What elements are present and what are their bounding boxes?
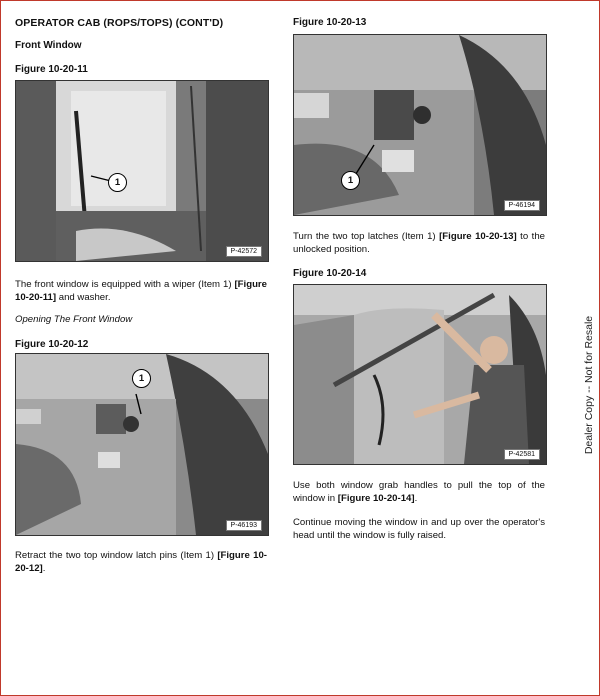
sidebar-text: Dealer Copy -- Not for Resale [583, 315, 595, 455]
figure-label-4: Figure 10-20-14 [293, 268, 367, 279]
photo-illustration [294, 35, 546, 215]
photo-id: P-42581 [504, 449, 540, 460]
dealer-copy-sidebar [582, 300, 596, 470]
photo-id: P-46194 [504, 200, 540, 211]
photo-illustration [16, 81, 268, 261]
callout-item-1: 1 [132, 369, 151, 388]
figure-photo-top-latches [293, 34, 547, 216]
figure-label-1: Figure 10-20-11 [15, 64, 88, 75]
paragraph-fully-raised: Continue moving the window in and up over the operator's head until the window is fully raised. [293, 517, 545, 541]
italic-heading: Opening The Front Window [15, 314, 133, 325]
callout-item-1: 1 [341, 171, 360, 190]
photo-illustration [294, 285, 546, 464]
paragraph-wiper: The front window is equipped with a wiper (Item 1) [Figure 10-20-11] and washer. [15, 279, 267, 303]
figure-photo-latch-pins [15, 353, 269, 536]
photo-id: P-42572 [226, 246, 262, 257]
photo-id: P-46193 [226, 520, 262, 531]
section-title: Front Window [15, 40, 82, 51]
paragraph-latch-pins: Retract the two top window latch pins (Item 1) [Figure 10-20-12]. [15, 550, 267, 574]
callout-item-1: 1 [108, 173, 127, 192]
figure-photo-wiper [15, 80, 269, 262]
figure-label-3: Figure 10-20-13 [293, 17, 367, 28]
figure-photo-raise-window [293, 284, 547, 465]
figure-label-2: Figure 10-20-12 [15, 339, 89, 350]
paragraph-grab-handles: Use both window grab handles to pull the top of the window in [Figure 10-20-14]. [293, 480, 545, 504]
page-header-title: OPERATOR CAB (ROPS/TOPS) (CONT'D) [15, 17, 224, 29]
paragraph-top-latches: Turn the two top latches (Item 1) [Figure 10-20-13] to the unlocked position. [293, 231, 545, 255]
